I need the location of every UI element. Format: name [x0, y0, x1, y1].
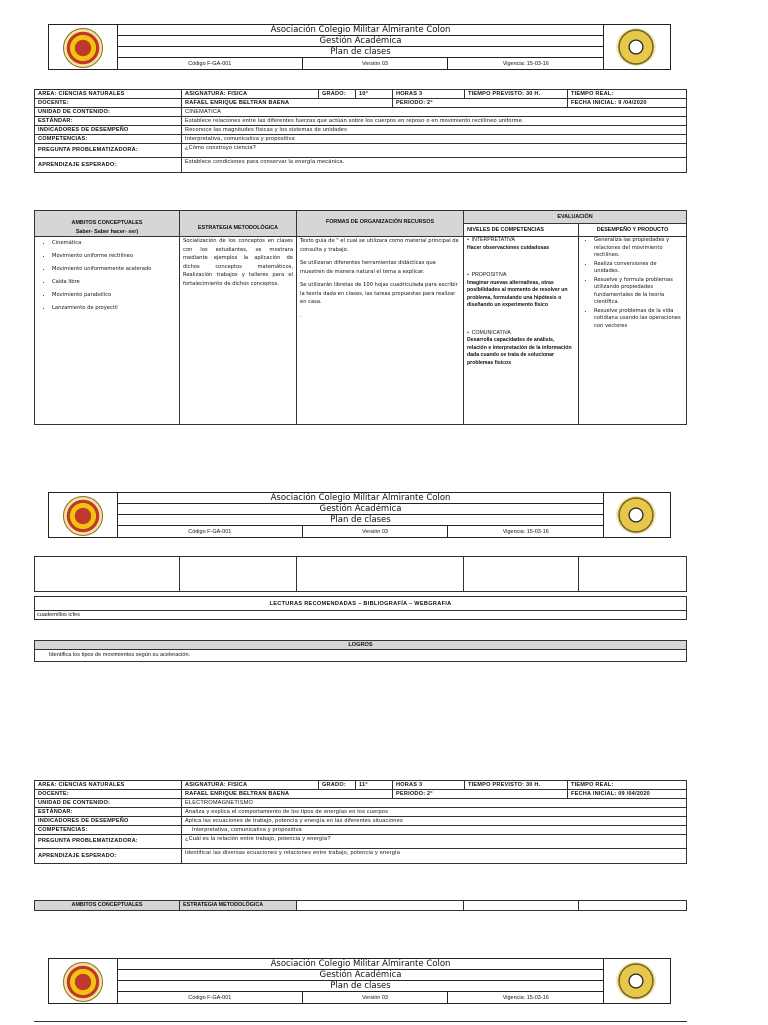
expected-learning-label: APRENDIZAJE ESPERADO: — [35, 158, 182, 173]
document-validity: Vigencia: 15-03-16 — [502, 995, 549, 1001]
performance-cell — [579, 237, 687, 425]
list-item: • Movimiento uniformemente acelerado — [52, 265, 176, 274]
hours-label: HORAS 3 — [393, 90, 465, 99]
expected-learning-value: Identificar las diversas ecuaciones y relaciones entre trabajo, potencia y energía — [182, 849, 687, 864]
hours-label: HORAS 3 — [393, 781, 465, 790]
planned-time-label: TIEMPO PREVISTO: 30 H. — [465, 781, 568, 790]
military-emblem-logo — [603, 493, 670, 537]
document-header — [48, 24, 671, 70]
document-name: Plan de clases — [118, 981, 603, 992]
list-item: • Lanzamiento de proyectil — [52, 304, 176, 313]
achievements-title: LOGROS — [35, 641, 686, 650]
document-validity: Vigencia: 15-03-16 — [502, 61, 549, 67]
teacher-label: DOCENTE: — [35, 790, 182, 799]
achievements-section — [34, 640, 687, 662]
list-item: • Caída libre — [52, 278, 176, 287]
list-item: • Realiza conversiones de unidades. — [594, 261, 683, 276]
content-table — [34, 210, 687, 425]
resources-header: FORMAS DE ORGANIZACIÓN RECURSOS — [297, 211, 464, 237]
document-header — [48, 958, 671, 1004]
question-value: ¿Cómo construyo ciencia? — [182, 144, 687, 158]
competencies-value: Interpretativa, comunicativa y propositiva — [182, 135, 687, 144]
document-code: Código F-GA-001 — [118, 526, 303, 538]
unit-label: UNIDAD DE CONTENIDO: — [35, 799, 182, 808]
document-name: Plan de clases — [118, 515, 603, 526]
period-label: PERIODO: 2° — [393, 99, 568, 108]
level-text: Desarrolla capacidades de análisis, relación e interpretación de la información dada cuando se trata de solucionar problemas físicos — [467, 337, 572, 366]
document-version: Versión 03 — [303, 58, 449, 70]
strategy-header: ESTRATEGIA METODOLÓGICA — [180, 211, 297, 237]
department-name: Gestión Académica — [118, 36, 603, 47]
achievements-text: Identifica los tipos de movimientos según su aceleración. — [49, 652, 191, 658]
grade-value: 10° — [356, 90, 393, 99]
evaluation-header: EVALUACIÓN — [464, 211, 687, 224]
levels-cell: • INTERPRETATIVA Hacer observaciones cuidadosas • PROPOSITIVA Imaginar nuevas alternativas, otras posibilidades al momento de resolver un problema, formulando una hipótesis o diseñando un experimento físico • COMUNICATIVA Desarrolla capacidades de análisis, relación e interpretación de la información dada cuando se trata de solucionar problemas físicos — [464, 237, 579, 425]
level-text: Hacer observaciones cuidadosas — [467, 244, 550, 251]
teacher-value: RAFAEL ENRIQUE BELTRAN BAENA — [182, 99, 393, 108]
indicators-value: Aplica las ecuaciones de trabajo, potencia y energía en las diferentes situaciones — [182, 817, 687, 826]
start-date: FECHA INICIAL: 09 /04/2020 — [568, 790, 687, 799]
readings-section — [34, 596, 687, 620]
ambitos-header: AMBITOS CONCEPTUALES Saber- Saber hacer- ser) — [35, 211, 180, 237]
resource-paragraph: Se utilizaran diferentes herramientas didácticas que muestren de manera natural el tema a explicar. — [300, 260, 436, 275]
area-label: AREA: CIENCIAS NATURALES — [35, 90, 182, 99]
list-item: • Movimiento parabólico — [52, 291, 176, 300]
teacher-value: RAFAEL ENRIQUE BELTRAN BAENA — [182, 790, 393, 799]
competencies-label: COMPETENCIAS: — [35, 826, 182, 835]
ambitos-cell — [35, 237, 180, 425]
school-crest-logo — [49, 493, 118, 537]
level-title: COMUNICATIVA — [471, 329, 511, 336]
subject-label: ASIGNATURA: FISICA — [182, 90, 319, 99]
plan-info-table — [34, 780, 687, 864]
resource-paragraph: Texto guía de " el cual se utilizara como material principal de consulta y trabajo. — [300, 238, 459, 253]
grade-label: GRADO: — [319, 781, 356, 790]
resource-paragraph: . — [300, 312, 302, 319]
competencies-value: Interpretativa, comunicativa y propositiva — [182, 826, 687, 835]
unit-value: ELECTROMAGNETISMO — [182, 799, 687, 808]
military-emblem-logo — [603, 25, 670, 69]
list-item: • Cinemática — [52, 239, 176, 248]
grade-value: 11° — [356, 781, 393, 790]
start-date: FECHA INICIAL: 9 /04/2020 — [568, 99, 687, 108]
document-validity: Vigencia: 15-03-16 — [502, 529, 549, 535]
level-title: INTERPRETATIVA — [471, 237, 515, 243]
standard-value: Analiza y explica el comportamiento de los tipos de energías en los cuerpos — [182, 808, 687, 817]
document-version: Versión 03 — [303, 526, 449, 538]
expected-learning-label: APRENDIZAJE ESPERADO: — [35, 849, 182, 864]
level-title: PROPOSITIVA — [471, 272, 507, 278]
document-code: Código F-GA-001 — [118, 992, 303, 1004]
table-top-edge — [34, 1021, 687, 1025]
school-crest-logo — [49, 959, 118, 1003]
indicators-label: INDICADORES DE DESEMPEÑO — [35, 126, 182, 135]
planned-time-label: TIEMPO PREVISTO: 30 H. — [465, 90, 568, 99]
standard-value: Establece relaciones entre las diferentes fuerzas que actúan sobre los cuerpos en reposo o en movimiento rectilíneo uniforme. — [182, 117, 687, 126]
question-label: PREGUNTA PROBLEMATIZADORA: — [35, 835, 182, 849]
resources-cell — [297, 237, 464, 425]
competencies-label: COMPETENCIAS: — [35, 135, 182, 144]
institution-name: Asociación Colegio Militar Almirante Colon — [118, 25, 603, 36]
document-name: Plan de clases — [118, 47, 603, 58]
area-label: AREA: CIENCIAS NATURALES — [35, 781, 182, 790]
unit-value: CINEMATICA — [182, 108, 687, 117]
real-time-label: TIEMPO REAL: — [568, 90, 687, 99]
list-item: • Movimiento uniforme rectilíneo — [52, 252, 176, 261]
document-header — [48, 492, 671, 538]
department-name: Gestión Académica — [118, 504, 603, 515]
document-version: Versión 03 — [303, 992, 449, 1004]
plan-info-table — [34, 89, 687, 173]
strategy-cell: Socialización de los conceptos en clases con los estudiantes, se mostrara mediante ejemplos la aplicación de dichos conceptos matemáticos, Realización trabajos y talleres para el fortalecimiento de dichos conceptos. — [180, 237, 297, 425]
performance-header: DESEMPEÑO Y PRODUCTO — [579, 224, 687, 237]
document-code: Código F-GA-001 — [118, 58, 303, 70]
content-table-header — [34, 900, 687, 911]
list-item: • Generaliza las propiedades y relaciones del movimiento rectilíneo. — [594, 237, 683, 260]
institution-name: Asociación Colegio Militar Almirante Colon — [118, 493, 603, 504]
subject-label: ASIGNATURA: FISICA — [182, 781, 319, 790]
resource-paragraph: Se utilizarán libretas de 100 hojas cuadriculada para escribir la teoría dada en clases, las tareas propuestas para realizar en casa. — [300, 282, 458, 305]
list-item: • Resuelve problemas de la vida cotidiana usando las operaciones con vectores — [594, 308, 683, 331]
school-crest-logo — [49, 25, 118, 69]
continuation-table — [34, 556, 687, 592]
readings-title: LECTURAS RECOMENDADAS – BIBLIOGRAFÍA – WEBGRAFIA — [269, 601, 452, 607]
real-time-label: TIEMPO REAL: — [568, 781, 687, 790]
standard-label: ESTÁNDAR: — [35, 117, 182, 126]
unit-label: UNIDAD DE CONTENIDO: — [35, 108, 182, 117]
question-value: ¿Cuál es la relación entre trabajo, potencia y energía? — [182, 835, 687, 849]
military-emblem-logo — [603, 959, 670, 1003]
standard-label: ESTÁNDAR: — [35, 808, 182, 817]
list-item: • Resuelve y formula problemas utilizando propiedades fundamentales de la teoría científica. — [594, 277, 683, 307]
strategy-header: ESTRATEGIA METODOLÓGICA — [180, 901, 297, 911]
grade-label: GRADO: — [319, 90, 356, 99]
level-text: Imaginar nuevas alternativas, otras posibilidades al momento de resolver un problema, formulando una hipótesis o diseñando un experimento físico — [467, 279, 568, 308]
institution-name: Asociación Colegio Militar Almirante Colon — [118, 959, 603, 970]
ambitos-header: AMBITOS CONCEPTUALES — [35, 901, 180, 911]
readings-text: cuadernillos icfes — [35, 610, 686, 619]
teacher-label: DOCENTE: — [35, 99, 182, 108]
indicators-value: Reconoce las magnitudes físicas y los sistemas de unidades — [182, 126, 687, 135]
period-label: PERIODO: 2° — [393, 790, 568, 799]
indicators-label: INDICADORES DE DESEMPEÑO — [35, 817, 182, 826]
question-label: PREGUNTA PROBLEMATIZADORA: — [35, 144, 182, 158]
levels-header: NIVELES DE COMPETENCIAS — [464, 224, 579, 237]
department-name: Gestión Académica — [118, 970, 603, 981]
expected-learning-value: Establece condiciones para conservar la energía mecánica. — [182, 158, 687, 173]
